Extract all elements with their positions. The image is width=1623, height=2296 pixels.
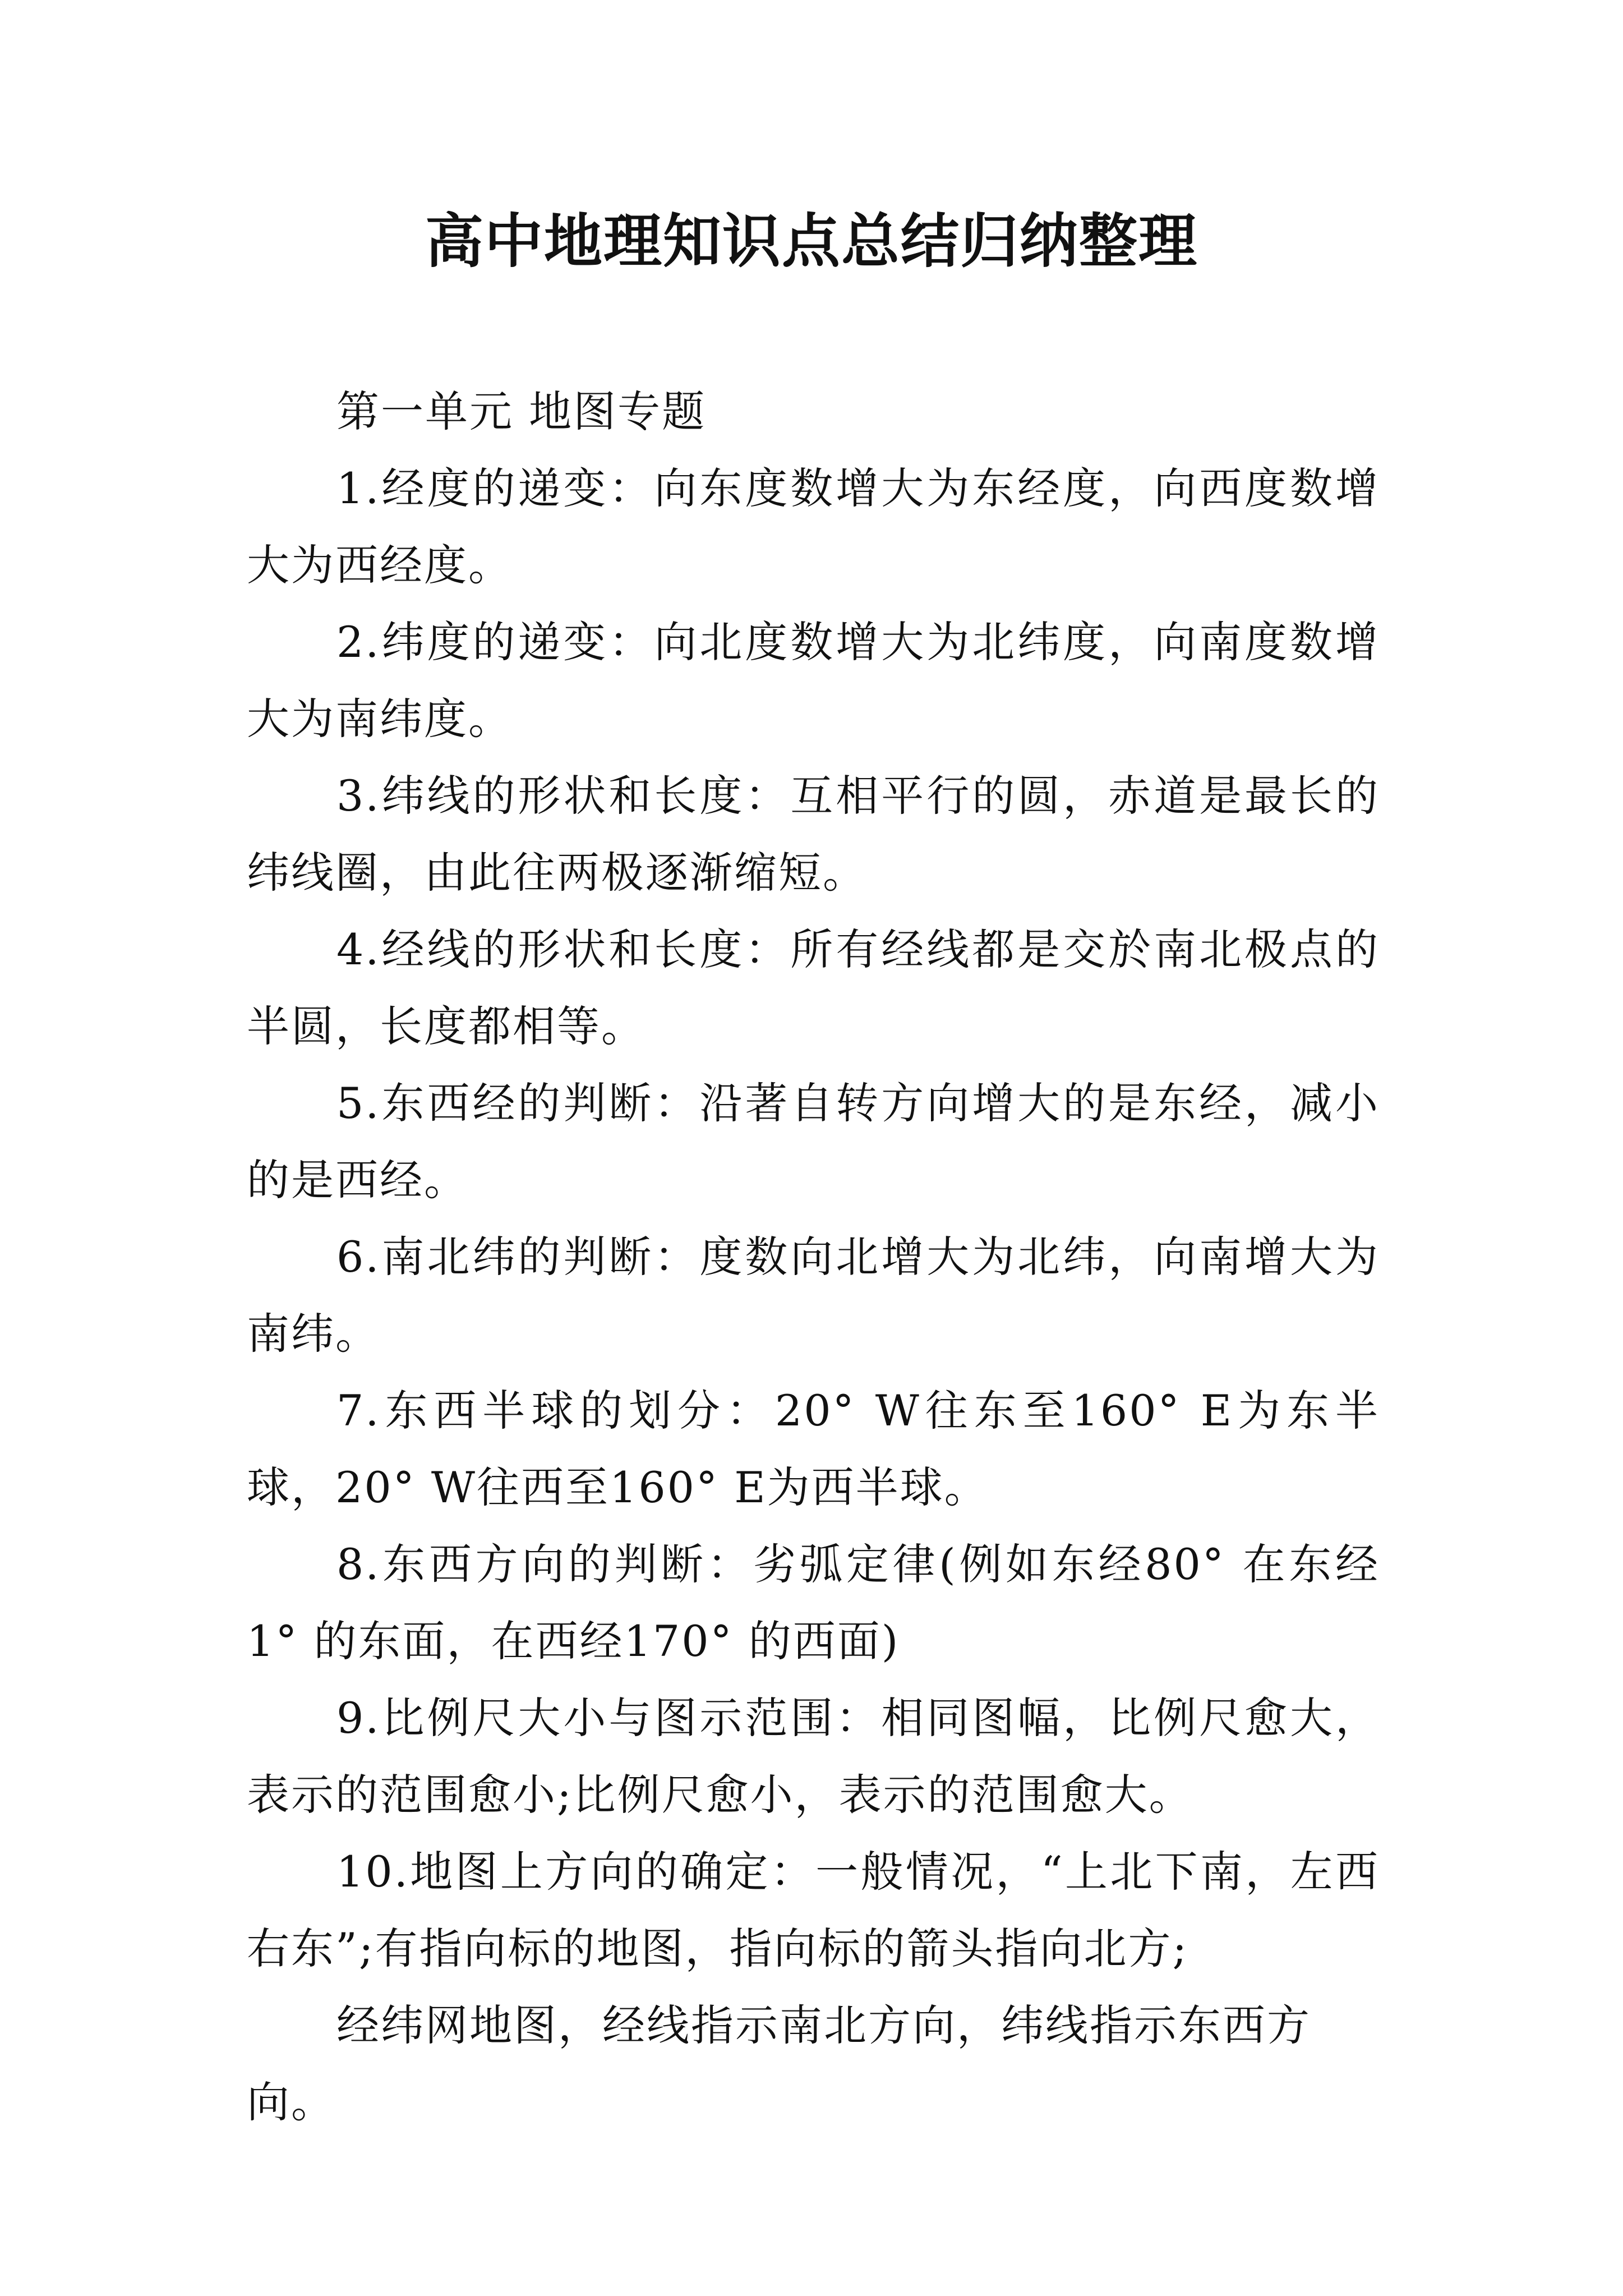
document-title: 高中地理知识点总结归纳整理	[425, 206, 1198, 275]
paragraph: 6.南北纬的判断：度数向北增大为北纬，向南增大为南纬。	[247, 1232, 1380, 1359]
paragraph: 3.纬线的形状和长度：互相平行的圆，赤道是最长的纬线圈，由此往两极逐渐缩短。	[247, 771, 1380, 898]
paragraph: 1.经度的递变：向东度数增大为东经度，向西度数增大为西经度。	[247, 463, 1380, 590]
paragraph: 5.东西经的判断：沿著自转方向增大的是东经，减小的是西经。	[247, 1078, 1380, 1205]
document-body	[247, 373, 1380, 2141]
section-heading: 第一单元 地图专题	[336, 386, 707, 436]
paragraph: 7.东西半球的划分：20° W往东至160° E为东半球，20° W往西至160° E为西半球。	[247, 1386, 1380, 1512]
paragraph: 4.经线的形状和长度：所有经线都是交於南北极点的半圆，长度都相等。	[247, 924, 1380, 1051]
paragraph: 8.东西方向的判断：劣弧定律(例如东经80° 在东经1° 的东面，在西经170° 的西面)	[247, 1539, 1380, 1666]
paragraph: 10.地图上方向的确定：一般情况，“上北下南，左西右东”;有指向标的地图，指向标的箭头指向北方;	[247, 1847, 1380, 1973]
paragraph: 经纬网地图，经线指示南北方向，纬线指示东西方向。	[247, 2000, 1311, 2127]
paragraph: 2.纬度的递变：向北度数增大为北纬度，向南度数增大为南纬度。	[247, 617, 1380, 744]
paragraph: 9.比例尺大小与图示范围：相同图幅，比例尺愈大，表示的范围愈小;比例尺愈小，表示的范围愈大。	[247, 1693, 1380, 1820]
